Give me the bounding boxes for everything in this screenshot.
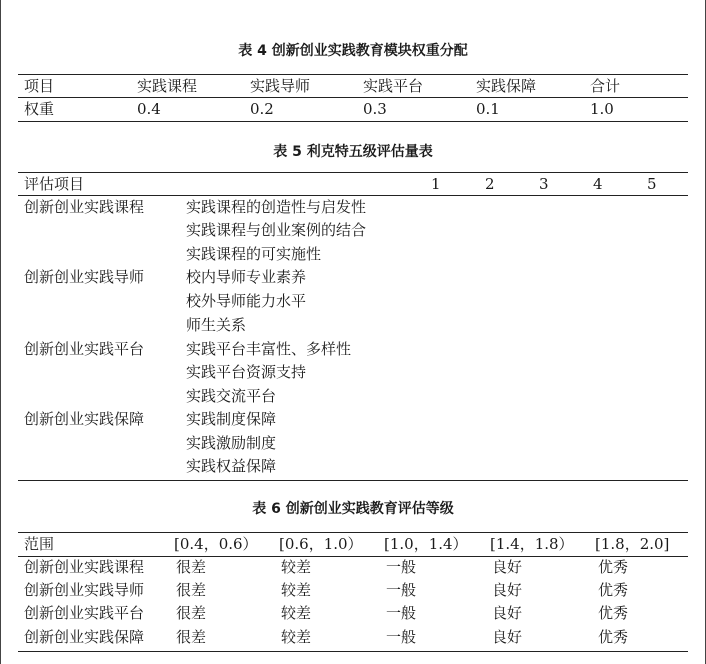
table5-top-rule (18, 172, 688, 173)
table5-group-name: 创新创业实践课程 (24, 198, 145, 216)
table4-caption: 表 4 创新创业实践教育模块权重分配 (238, 43, 468, 59)
table6-bottom-rule (18, 651, 688, 652)
table6-cell: 较差 (281, 581, 312, 599)
table5-item: 实践制度保障 (186, 410, 277, 428)
table6-cell: 较差 (281, 628, 312, 646)
table5-group-name: 创新创业实践平台 (24, 340, 145, 358)
table6-header-cell: [1.8，2.0] (595, 535, 670, 553)
table4-cell: 1.0 (590, 100, 614, 118)
table6-header-cell: 范围 (24, 535, 55, 553)
table5-item: 校外导师能力水平 (186, 292, 307, 310)
table4-top-rule (18, 74, 688, 75)
table5-item: 实践平台资源支持 (186, 363, 307, 381)
table5-caption: 表 5 利克特五级评估量表 (273, 144, 433, 160)
table6-cell: 良好 (492, 558, 523, 576)
table5-header-cell: 2 (485, 175, 495, 193)
table5-header-cell: 评估项目 (24, 175, 85, 193)
table4-cell: 0.1 (476, 100, 500, 118)
table4-header-cell: 实践平台 (363, 77, 424, 95)
table5-header-cell: 3 (539, 175, 549, 193)
table6-cell: 一般 (386, 558, 417, 576)
table4-cell: 0.3 (363, 100, 387, 118)
table4-header-cell: 合计 (590, 77, 621, 95)
table6-cell: 较差 (281, 558, 312, 576)
table5-item: 校内导师专业素养 (186, 268, 307, 286)
table6-cell: 一般 (386, 604, 417, 622)
table6-cell: 较差 (281, 604, 312, 622)
table6-cell: 良好 (492, 604, 523, 622)
table5-header-cell: 5 (647, 175, 657, 193)
table6-cell: 一般 (386, 581, 417, 599)
table5-header-cell: 4 (593, 175, 603, 193)
table6-header-cell: [0.4，0.6） (174, 535, 258, 553)
table6-cell: 优秀 (598, 581, 629, 599)
table6-cell: 良好 (492, 628, 523, 646)
table6-header-cell: [1.0，1.4） (384, 535, 468, 553)
table6-cell: 优秀 (598, 604, 629, 622)
table5-group-name: 创新创业实践保障 (24, 410, 145, 428)
table4-header-rule (18, 97, 688, 98)
table5-item: 师生关系 (186, 316, 247, 334)
table6-cell: 良好 (492, 581, 523, 599)
table5-item: 实践交流平台 (186, 387, 277, 405)
table4-header-cell: 实践导师 (250, 77, 311, 95)
table6-cell: 一般 (386, 628, 417, 646)
table6-cell: 很差 (176, 581, 207, 599)
table4-cell: 0.2 (250, 100, 274, 118)
table4-header-cell: 项目 (24, 77, 55, 95)
table4-bottom-rule (18, 121, 688, 122)
table6-cell: 优秀 (598, 558, 629, 576)
table6-cell: 创新创业实践课程 (24, 558, 145, 576)
table5-item: 实践激励制度 (186, 434, 277, 452)
table4-cell: 权重 (24, 100, 55, 118)
table6-cell: 创新创业实践平台 (24, 604, 145, 622)
table6-top-rule (18, 532, 688, 533)
table6-caption: 表 6 创新创业实践教育评估等级 (252, 501, 454, 517)
table5-item: 实践权益保障 (186, 457, 277, 475)
table6-header-cell: [0.6，1.0） (279, 535, 363, 553)
table5-header-rule (18, 195, 688, 196)
table6-cell: 很差 (176, 558, 207, 576)
table4-header-cell: 实践保障 (476, 77, 537, 95)
table6-cell: 创新创业实践保障 (24, 628, 145, 646)
table5-item: 实践课程与创业案例的结合 (186, 221, 367, 239)
table5-item: 实践平台丰富性、多样性 (186, 340, 352, 358)
table4-cell: 0.4 (137, 100, 161, 118)
table6-cell: 很差 (176, 628, 207, 646)
table5-header-cell: 1 (431, 175, 441, 193)
table6-cell: 优秀 (598, 628, 629, 646)
table4-header-cell: 实践课程 (137, 77, 198, 95)
table5-item: 实践课程的创造性与启发性 (186, 198, 367, 216)
table5-item: 实践课程的可实施性 (186, 245, 322, 263)
table5-bottom-rule (18, 480, 688, 481)
table6-cell: 创新创业实践导师 (24, 581, 145, 599)
table6-cell: 很差 (176, 604, 207, 622)
table5-group-name: 创新创业实践导师 (24, 268, 145, 286)
table6-header-cell: [1.4，1.8） (490, 535, 574, 553)
